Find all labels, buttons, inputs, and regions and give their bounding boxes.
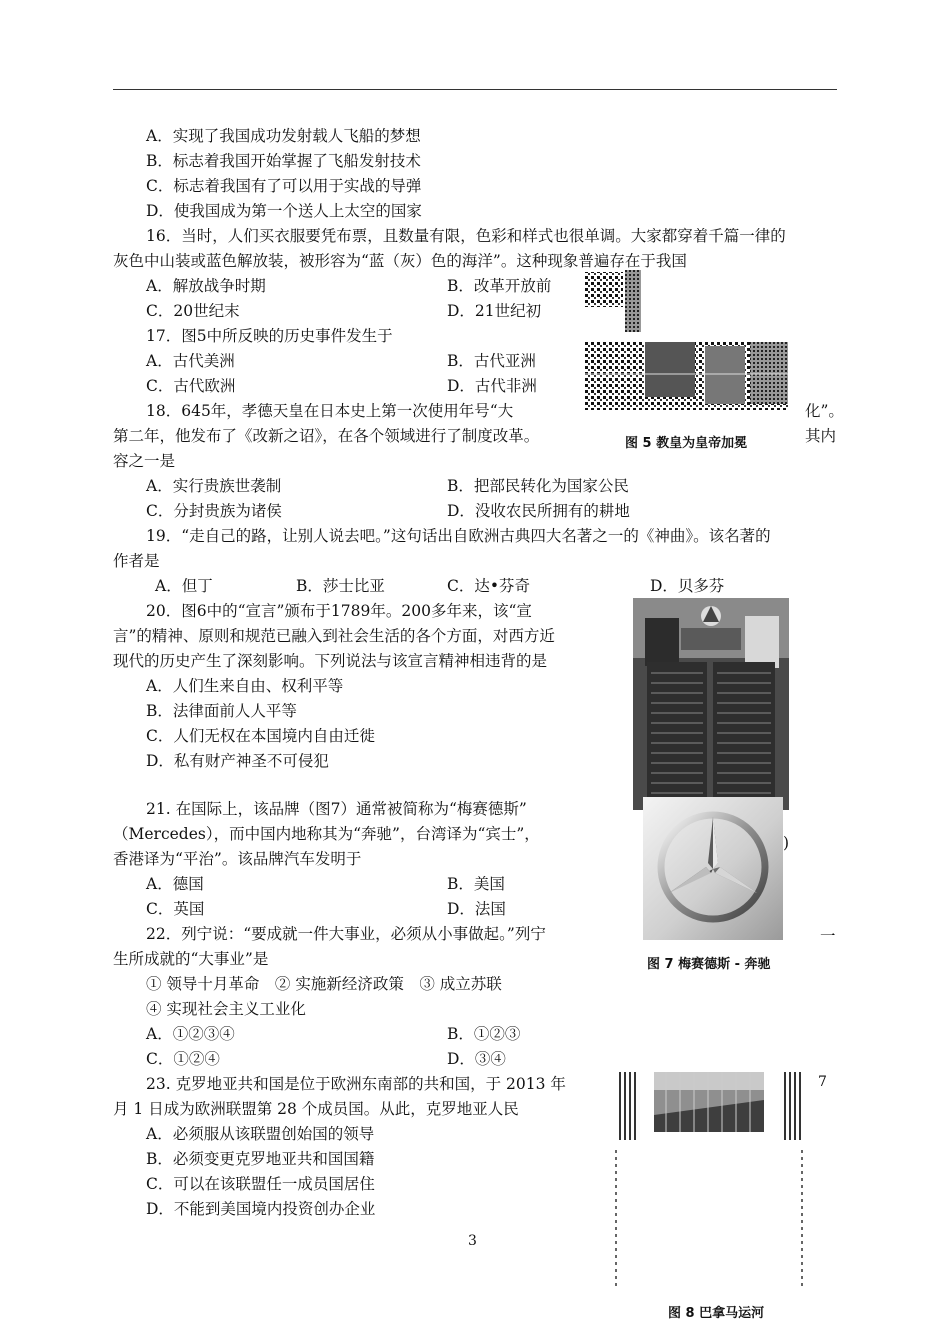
q19-option-c: C．达•芬奇 <box>447 577 531 595</box>
q18-stem-line1: 18．645年，孝德天皇在日本史上第一次使用年号“大 <box>146 402 514 420</box>
q16-option-a: A．解放战争时期 <box>146 277 266 295</box>
figure-6-image <box>633 598 789 810</box>
q20-option-b: B．法律面前人人平等 <box>146 702 297 720</box>
q18-stem-line1-end: 化”。 <box>805 402 844 420</box>
q21-option-b: B．美国 <box>447 875 505 893</box>
q22-option-b: B．①②③ <box>447 1025 521 1043</box>
q20-stem-line2: 言”的精神、原则和规范已融入到社会生活的各个方面，对西方近 <box>113 627 555 645</box>
q20-stem-line3: 现代的历史产生了深刻影响。下列说法与该宣言精神相违背的是 <box>113 652 548 670</box>
q23-option-c: C．可以在该联盟任一成员国居住 <box>146 1175 375 1193</box>
q22-statement-4: ④ 实现社会主义工业化 <box>146 1000 306 1018</box>
q18-stem-line2: 第二年，他发布了《改新之诏》，在各个领域进行了制度改革。 <box>113 427 540 445</box>
figure-8-image <box>614 1070 806 1288</box>
q20-stem-line1: 20．图6中的“宣言”颁布于1789年。200多年来，该“宣 <box>146 602 532 620</box>
q23-stem-line2: 月 1 日成为欧洲联盟第 28 个成员国。从此，克罗地亚人民 <box>113 1100 519 1118</box>
stray-seven: 7 <box>818 1074 827 1090</box>
q20-option-d: D．私有财产神圣不可侵犯 <box>146 752 329 770</box>
q17-option-b: B．古代亚洲 <box>447 352 536 370</box>
q23-option-b: B．必须变更克罗地亚共和国国籍 <box>146 1150 375 1168</box>
q17-option-c: C．古代欧洲 <box>146 377 236 395</box>
q18-option-b: B．把部民转化为国家公民 <box>447 477 629 495</box>
q22-option-c: C．①②④ <box>146 1050 220 1068</box>
q16-stem-line1: 16．当时，人们买衣服要凭布票，且数量有限，色彩和样式也很单调。大家都穿着千篇一律的 <box>146 227 786 245</box>
header-rule <box>113 89 837 90</box>
q18-option-c: C．分封贵族为诸侯 <box>146 502 282 520</box>
stray-paren: ) <box>783 834 790 852</box>
q20-option-c: C．人们无权在本国境内自由迁徙 <box>146 727 375 745</box>
q21-stem-line2: （Mercedes），而中国内地称其为“奔驰”，台湾译为“宾士”， <box>113 825 540 843</box>
q19-stem-line1: 19．“走自己的路，让别人说去吧。”这句话出自欧洲古典四大名著之一的《神曲》。该名著的 <box>146 527 771 545</box>
figure-7-caption: 图 7 梅赛德斯 - 奔驰 <box>647 957 771 972</box>
q18-option-a: A．实行贵族世袭制 <box>146 477 282 495</box>
q21-stem-line1: 21. 在国际上，该品牌（图7）通常被简称为“梅赛德斯” <box>146 800 527 818</box>
q19-option-a: A．但丁 <box>155 577 213 595</box>
q18-stem-line3: 容之一是 <box>113 452 176 470</box>
q16-option-b: B．改革开放前 <box>447 277 552 295</box>
q23-stem-line1: 23. 克罗地亚共和国是位于欧洲东南部的共和国，于 2013 年 <box>146 1075 566 1093</box>
q19-stem-line2: 作者是 <box>113 552 160 570</box>
q22-stem-line1: 22．列宁说：“要成就一件大事业，必须从小事做起。”列宁 <box>146 925 546 943</box>
page-number: 3 <box>468 1233 477 1249</box>
q23-option-a: A．必须服从该联盟创始国的领导 <box>146 1125 375 1143</box>
q18-option-d: D．没收农民所拥有的耕地 <box>447 502 630 520</box>
q17-option-d: D．古代非洲 <box>447 377 537 395</box>
q15-option-d: D．使我国成为第一个送人上太空的国家 <box>146 202 422 220</box>
q22-option-d: D．③④ <box>447 1050 506 1068</box>
figure-7-mercedes-logo <box>643 797 783 940</box>
q22-option-a: A．①②③④ <box>146 1025 235 1043</box>
q15-option-b: B．标志着我国开始掌握了飞船发射技术 <box>146 152 421 170</box>
q21-stem-line3: 香港译为“平治”。该品牌汽车发明于 <box>113 850 362 868</box>
figure-8-caption: 图 8 巴拿马运河 <box>668 1306 765 1321</box>
q15-option-c: C．标志着我国有了可以用于实战的导弹 <box>146 177 422 195</box>
q21-option-c: C．英国 <box>146 900 205 918</box>
q15-option-a: A．实现了我国成功发射载人飞船的梦想 <box>146 127 421 145</box>
q22-stem-line2: 生所成就的“大事业”是 <box>113 950 269 968</box>
q16-stem-line2: 灰色中山装或蓝色解放装，被形容为“蓝（灰）色的海洋”。这种现象普遍存在于我国 <box>113 252 687 270</box>
q19-option-d: D．贝多芬 <box>650 577 725 595</box>
q22-statements: ① 领导十月革命 ② 实施新经济政策 ③ 成立苏联 <box>146 975 502 993</box>
q20-option-a: A．人们生来自由、权利平等 <box>146 677 344 695</box>
figure-5-caption: 图 5 教皇为皇帝加冕 <box>625 436 748 451</box>
q21-option-a: A．德国 <box>146 875 204 893</box>
q21-option-d: D．法国 <box>447 900 506 918</box>
q19-option-b: B．莎士比亚 <box>296 577 385 595</box>
q17-option-a: A．古代美洲 <box>146 352 235 370</box>
stray-dash: 一 <box>820 927 836 945</box>
q18-stem-line2-end: 其内 <box>805 427 837 445</box>
figure-5-image <box>585 270 788 410</box>
q23-option-d: D．不能到美国境内投资创办企业 <box>146 1200 376 1218</box>
q17-stem: 17．图5中所反映的历史事件发生于 <box>146 327 393 345</box>
q16-option-d: D．21世纪初 <box>447 302 542 320</box>
q16-option-c: C．20世纪末 <box>146 302 240 320</box>
